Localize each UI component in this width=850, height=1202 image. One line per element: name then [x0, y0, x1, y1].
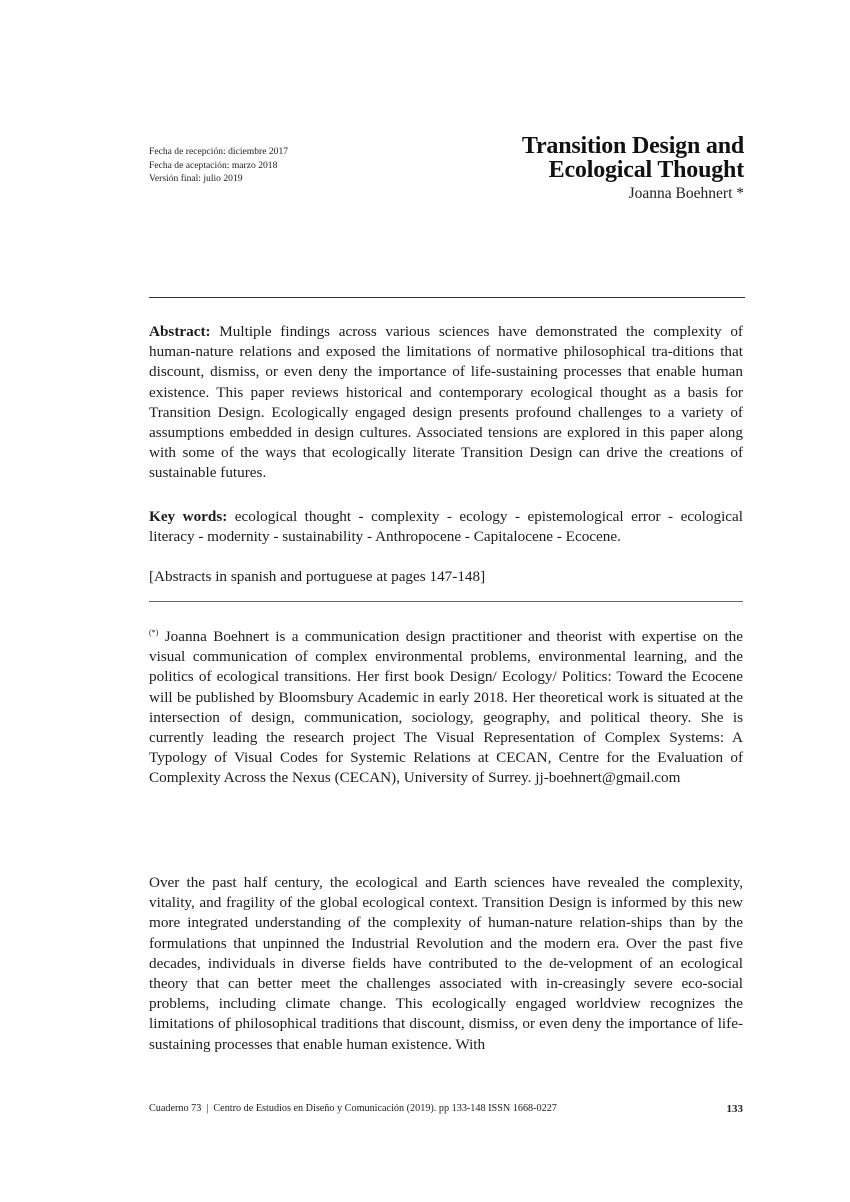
article-title-line-1: Transition Design and — [521, 133, 744, 159]
page-number: 133 — [726, 1103, 743, 1115]
page-footer — [149, 1102, 743, 1116]
abstract-section — [149, 322, 743, 484]
bottom-divider — [149, 601, 743, 602]
journal-issue: Cuaderno 73 — [149, 1103, 202, 1114]
keywords-text: ecological thought - complexity - ecology - epistemological error - ecological literacy - modernity - sustainability - Anthropocene - Capitalocene - Ecocene. — [149, 508, 743, 546]
bio-text: Joanna Boehnert is a communication design practitioner and theorist with expertise on the visual communication of complex environmental problems, environmental learning, and the politics of ecological transitions. Her first book Design/ Ecology/ Politics: Toward the Ecocene will be published by Bloomsbury Academic in early 2018. Her theoretical work is situated at the intersection of design, communication, sociology, geography, and political theory. She is currently leading the research project The Visual Representation of Complex Systems: A Typology of Visual Codes for Systemic Relations at CECAN, Centre for the Evaluation of Complexity Across the Nexus (CECAN), University of Surrey. jj-boehnert@gmail.com — [149, 628, 743, 787]
citation-text: Centro de Estudios en Diseño y Comunicación (2019). pp 133-148 ISSN 1668-0227 — [213, 1103, 557, 1114]
author-name: Joanna Boehnert * — [628, 185, 744, 202]
submission-dates — [149, 145, 288, 186]
accepted-date: Fecha de aceptación: marzo 2018 — [149, 159, 278, 171]
abstracts-note-text: [Abstracts in spanish and portuguese at pages 147-148] — [149, 568, 486, 585]
abstract-label: Abstract: — [149, 323, 211, 340]
keywords-section — [149, 507, 743, 547]
title-block — [522, 134, 744, 204]
abstracts-translation-note — [149, 567, 743, 587]
top-divider — [149, 297, 745, 298]
footer-citation — [149, 1102, 557, 1116]
footer-separator: | — [206, 1103, 209, 1114]
author-bio — [149, 627, 743, 789]
keywords-label: Key words: — [149, 508, 228, 525]
footnote-marker: (*) — [149, 628, 159, 637]
final-version-date: Versión final: julio 2019 — [149, 173, 243, 184]
article-title-line-2: Ecological Thought — [548, 157, 744, 183]
abstract-text: Multiple findings across various sciences have demonstrated the complexity of human-nature relations and exposed the limitations of normative philosophical tra-ditions that discount, dismiss, or even deny the importance of life-sustaining processes that enable human existence. This paper reviews historical and contemporary ecological thought as a basis for Transition Design. Ecologically engaged design presents profound challenges to a variety of assumptions embedded in design cultures. Associated tensions are explored in this paper along with some of the ways that ecologically literate Transition Design can drive the creations of sustainable futures. — [149, 323, 743, 482]
received-date: Fecha de recepción: diciembre 2017 — [149, 146, 289, 157]
body-paragraph-1: Over the past half century, the ecological and Earth sciences have revealed the complexity, vitality, and fragility of the global ecological context. Transition Design is informed by this new more integrated understanding of the complexity of human-nature relation-ships than by the formulations that unpinned the Industrial Revolution and the modern era. Over the past five decades, individuals in diverse fields have contributed to the de-velopment of an ecological theory that can better meet the challenges associated with in-creasingly severe eco-social problems, including climate change. This ecologically engaged worldview recognizes the limitations of philosophical traditions that discount, dismiss, or even deny the importance of life-sustaining processes that enable human existence. With — [149, 874, 743, 1053]
body-text — [149, 873, 743, 1055]
